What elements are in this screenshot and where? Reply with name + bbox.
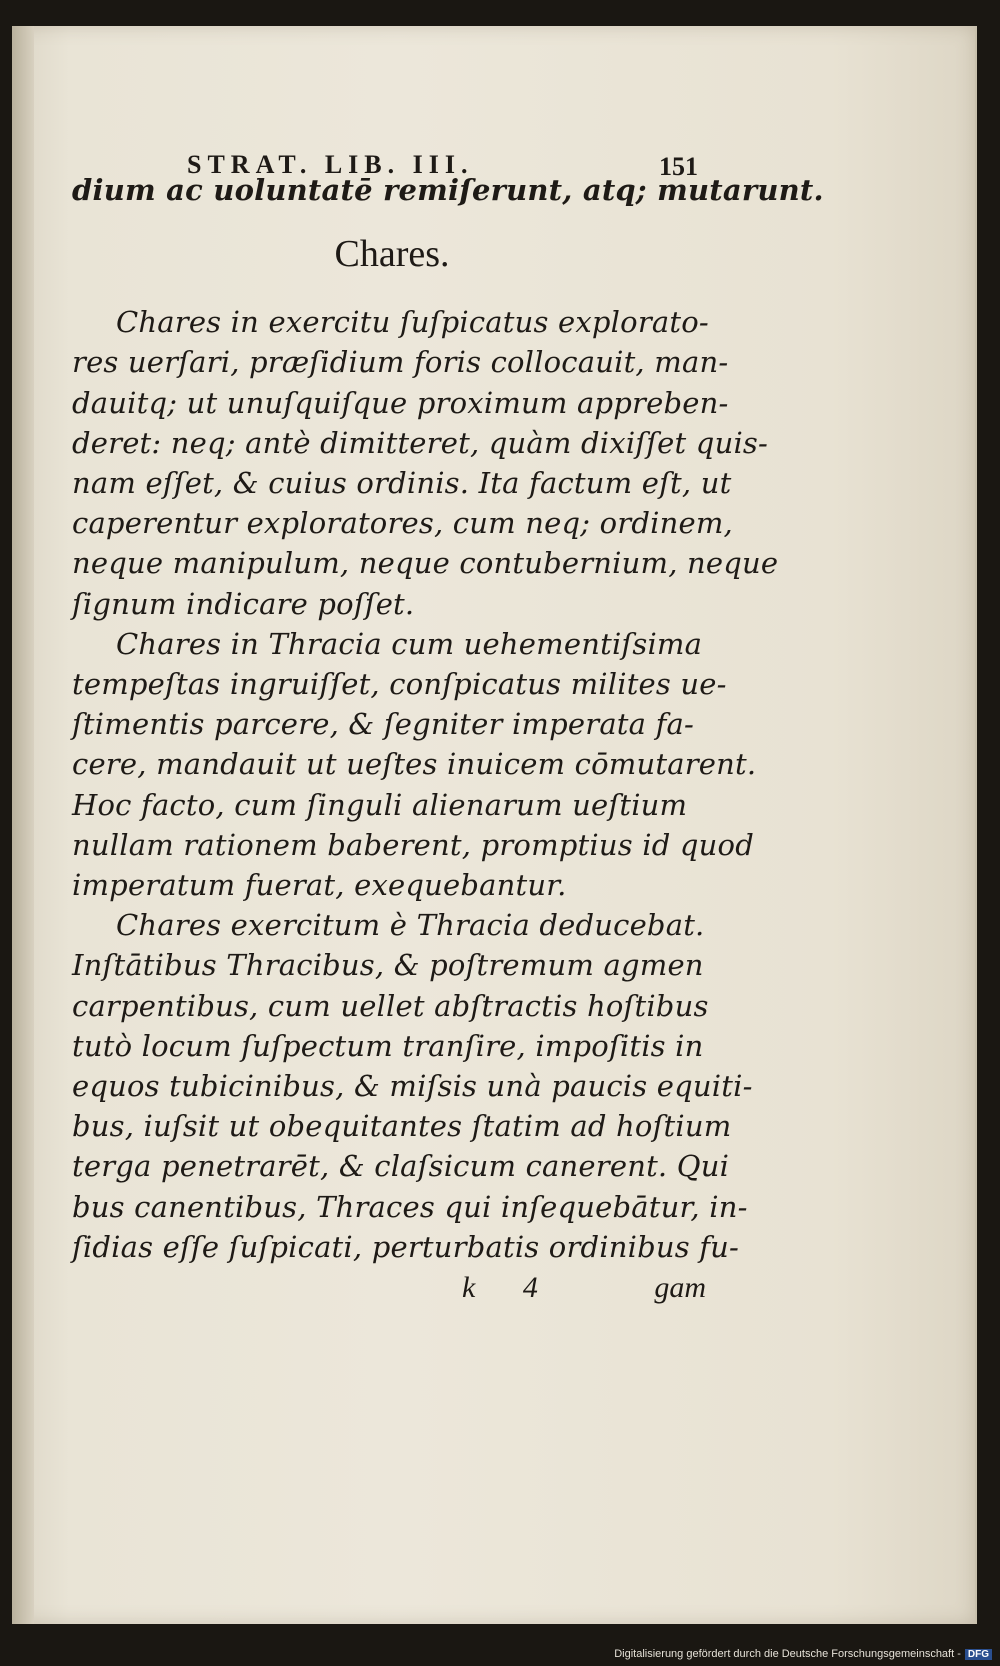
text-line: Chares exercitum è Thracia deducebat. (116, 908, 705, 943)
book-page (12, 26, 977, 1624)
text-line: ſidias eſſe ſuſpicati, perturbatis ordinibus fu- (72, 1229, 740, 1264)
text-line: terga penetrarēt, & claſsicum canerent. Qui (72, 1149, 730, 1184)
text-line: res uerſari, præſidium foris collocauit, man- (72, 345, 729, 380)
digitization-credit (614, 1648, 992, 1660)
continuation-line: dium ac uoluntatē remiſerunt, atq; mutarunt. (72, 173, 824, 207)
folio-number: 151 (659, 152, 698, 181)
text-line: Chares in exercitu ſuſpicatus explorato- (116, 305, 709, 340)
text-line: caperentur exploratores, cum neq; ordinem, (72, 506, 733, 541)
dfg-logo: DFG (965, 1649, 992, 1660)
text-line: neque manipulum, neque contubernium, neque (72, 546, 779, 581)
text-line: dauitq; ut unuſquiſque proximum appreben- (72, 385, 729, 420)
text-line: Hoc facto, cum ſinguli alienarum ueſtium (72, 787, 688, 822)
text-line: Inſtātibus Thracibus, & poſtremum agmen (72, 948, 704, 983)
credit-text: Digitalisierung gefördert durch die Deutsche Forschungsgemeinschaft - (614, 1648, 961, 1660)
text-block (72, 126, 824, 1315)
paragraph-1 (72, 302, 779, 624)
text-line: imperatum fuerat, exequebantur. (72, 868, 567, 903)
text-line: nam eſſet, & cuius ordinis. Ita factum eſt, ut (72, 466, 732, 501)
text-line: ſignum indicare poſſet. (72, 586, 415, 621)
paragraph-2 (72, 624, 757, 905)
text-line: cere, mandauit ut ueſtes inuicem cōmutarent. (72, 747, 757, 782)
text-line: tutò locum ſuſpectum tranſire, impoſitis in (72, 1028, 704, 1063)
text-line: bus, iuſsit ut obequitantes ſtatim ad hoſtium (72, 1109, 732, 1144)
text-line: equos tubicinibus, & miſsis unà paucis equiti- (72, 1069, 753, 1104)
section-heading: Chares. (334, 233, 450, 276)
text-line: nullam rationem baberent, promptius id quod (72, 827, 754, 862)
paragraph-3 (72, 905, 753, 1267)
running-title: STRAT. LIB. III. (187, 150, 474, 179)
page-footer (72, 1271, 706, 1315)
text-line: Chares in Thracia cum uehementiſsima (116, 626, 703, 661)
page-gutter (12, 26, 34, 1624)
text-line: deret: neq; antè dimitteret, quàm dixiſſet quis- (72, 425, 768, 460)
text-line: bus canentibus, Thraces qui inſequebātur, in- (72, 1189, 748, 1224)
text-line: carpentibus, cum uellet abſtractis hoſtibus (72, 988, 709, 1023)
signature-mark: k 4 (462, 1271, 558, 1305)
text-line: ſtimentis parcere, & ſegniter imperata fa- (72, 707, 694, 742)
running-head (72, 126, 698, 181)
catchword: gam (654, 1271, 706, 1305)
text-line: tempeſtas ingruiſſet, conſpicatus milites ue- (72, 667, 727, 702)
